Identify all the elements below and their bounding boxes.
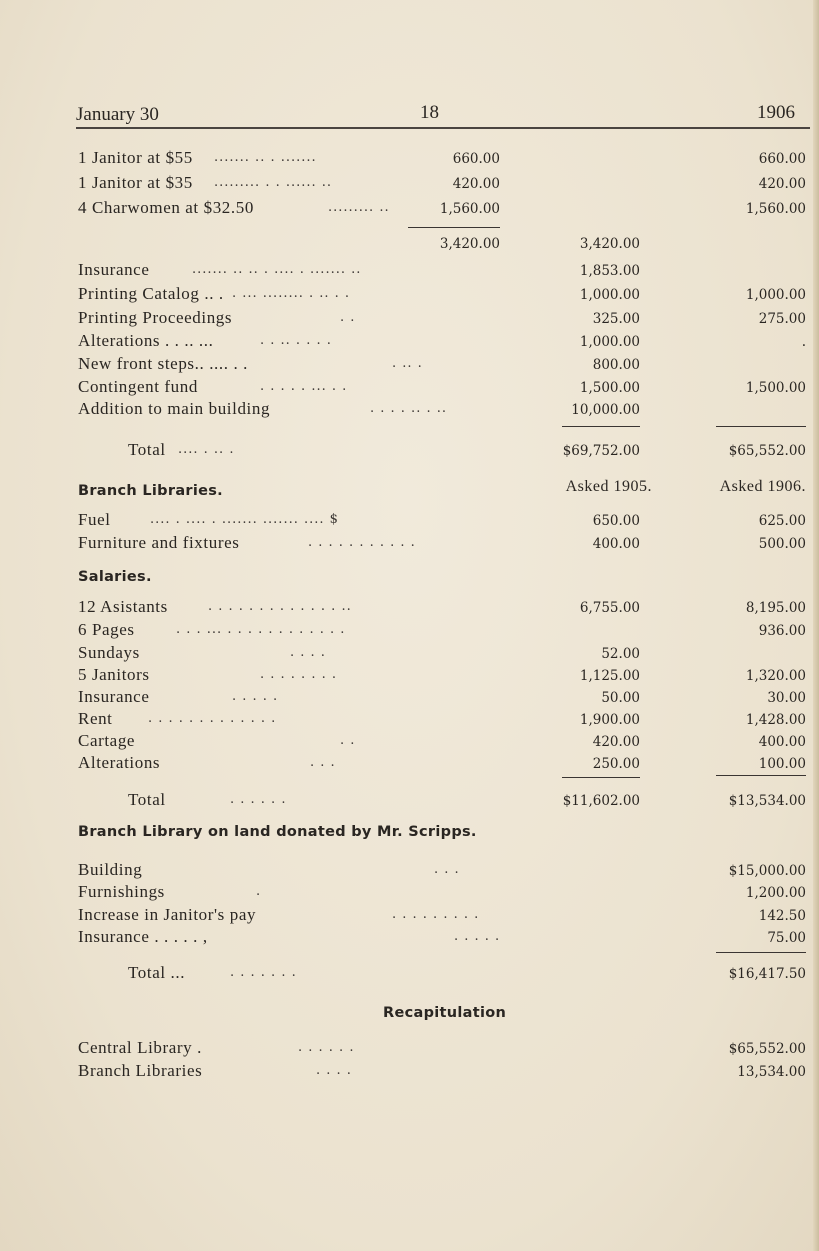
dot-leader: ......... ..	[328, 200, 390, 215]
row-label: Furnishings	[78, 882, 165, 901]
row-label: 1 Janitor at $35	[78, 173, 193, 192]
dot-leader: . . . . . . . . .	[392, 907, 480, 922]
row-label: Central Library .	[78, 1038, 202, 1057]
amount-col-3: 400.00	[758, 734, 806, 750]
scripps-heading: Branch Library on land donated by Mr. Scripps.	[78, 824, 477, 840]
dot-leader: . ... ........ . .. . .	[232, 286, 351, 301]
dot-leader: .... . .. .	[178, 442, 235, 457]
dot-leader: . . . .	[290, 645, 326, 660]
row-label: Printing Proceedings	[78, 308, 233, 327]
dot-leader: .	[256, 884, 262, 899]
row-label: Insurance	[78, 260, 150, 279]
total-rule-col-2	[562, 426, 640, 427]
amount-col-3: 420.00	[758, 176, 806, 192]
dot-leader: . .	[340, 733, 356, 748]
amount-col-2: 6,755.00	[579, 600, 640, 616]
amount-col-2: 1,853.00	[579, 263, 640, 279]
row-label: 5 Janitors	[78, 665, 150, 684]
amount-col-3: 1,000.00	[745, 287, 806, 303]
amount-col-3: 8,195.00	[745, 600, 806, 616]
amount-col-2: 650.00	[592, 513, 640, 529]
dot-leader: ......... . . ...... ..	[214, 175, 333, 190]
row-label: Branch Libraries	[78, 1061, 203, 1080]
page-number: 18	[420, 102, 439, 123]
amount-col-3: 936.00	[758, 623, 806, 639]
row-label: Total ...	[128, 963, 186, 982]
dot-leader: . . .. . . . .	[260, 333, 332, 348]
scripps-total-rule	[716, 952, 806, 953]
row-label: Insurance . . . . . ,	[78, 927, 208, 946]
row-label: Alterations . . .. ...	[78, 331, 214, 350]
amount-col-3: 75.00	[767, 930, 806, 946]
dot-leader: .... . .... . ....... ....... .... $	[150, 512, 339, 527]
row-label: Cartage	[78, 731, 136, 750]
staff-subtotal-col-1: 3,420.00	[439, 236, 500, 252]
dot-leader: . . .	[434, 862, 460, 877]
amount-col-3: 100.00	[758, 756, 806, 772]
branch-total-rule-col-3	[716, 775, 806, 776]
row-label: Printing Catalog .. .	[78, 284, 224, 303]
amount-col-3: $16,417.50	[728, 966, 806, 982]
dot-leader: . . . . . . . .	[260, 667, 337, 682]
amount-col-3: $65,552.00	[728, 443, 806, 459]
amount-col-2: 1,900.00	[579, 712, 640, 728]
amount-col-3: 1,500.00	[745, 380, 806, 396]
row-label: Sundays	[78, 643, 140, 662]
amount-col-2: 52.00	[601, 646, 640, 662]
amount-col-2: 1,125.00	[579, 668, 640, 684]
branch-total-rule-col-2	[562, 777, 640, 778]
amount-col-2: 50.00	[601, 690, 640, 706]
dot-leader: . . . . . ... . .	[260, 379, 348, 394]
header-rule	[76, 127, 810, 129]
header-date: January 30	[76, 104, 159, 125]
amount-col-2: 250.00	[592, 756, 640, 772]
dot-leader: . .. .	[392, 356, 423, 371]
dot-leader: . . . . . . . . . . . . . ..	[208, 599, 352, 614]
amount-col-3: $65,552.00	[728, 1041, 806, 1057]
total-rule-col-3	[716, 426, 806, 427]
amount-col-2: 10,000.00	[571, 402, 640, 418]
page-edge	[813, 0, 819, 1251]
row-label: 4 Charwomen at $32.50	[78, 198, 254, 217]
amount-col-2: 1,000.00	[579, 287, 640, 303]
row-label: Contingent fund	[78, 377, 198, 396]
amount-col-1: 660.00	[452, 151, 500, 167]
amount-col-2: 420.00	[592, 734, 640, 750]
amount-col-2: $69,752.00	[562, 443, 640, 459]
row-label: Fuel	[78, 510, 111, 529]
row-label: Furniture and fixtures	[78, 533, 240, 552]
amount-col-3: 500.00	[758, 536, 806, 552]
amount-col-3: 660.00	[758, 151, 806, 167]
row-label: Total	[128, 790, 166, 809]
amount-col-3: $15,000.00	[728, 863, 806, 879]
dot-leader: . . . . .	[454, 929, 501, 944]
asked-1906-heading: Asked 1906.	[719, 478, 806, 495]
amount-col-3: 625.00	[758, 513, 806, 529]
dot-leader: . . . . .. . ..	[370, 401, 447, 416]
dot-leader: . . . . . .	[298, 1040, 355, 1055]
row-label: Total	[128, 440, 166, 459]
amount-col-2: $11,602.00	[562, 793, 640, 809]
row-label: Rent	[78, 709, 113, 728]
row-label: New front steps.. .... . .	[78, 354, 248, 373]
row-label: Increase in Janitor's pay	[78, 905, 257, 924]
amount-col-3: 275.00	[758, 311, 806, 327]
amount-col-3: .	[801, 334, 806, 350]
row-label: Alterations	[78, 753, 161, 772]
dot-leader: . . . ... . . . . . . . . . . . .	[176, 622, 346, 637]
amount-col-2: 325.00	[592, 311, 640, 327]
amount-col-3: 13,534.00	[737, 1064, 806, 1080]
subtotal-rule	[408, 227, 500, 228]
dot-leader: ....... .. .. . .... . ....... ..	[192, 262, 362, 277]
amount-col-3: 30.00	[767, 690, 806, 706]
amount-col-2: 400.00	[592, 536, 640, 552]
dot-leader: ....... .. . .......	[214, 150, 317, 165]
amount-col-2: 800.00	[592, 357, 640, 373]
amount-col-3: 1,200.00	[745, 885, 806, 901]
salaries-heading: Salaries.	[78, 569, 152, 585]
amount-col-1: 1,560.00	[439, 201, 500, 217]
dot-leader: . . . . . .	[230, 792, 287, 807]
dot-leader: . .	[340, 310, 356, 325]
row-label: Insurance	[78, 687, 150, 706]
dot-leader: . . .	[310, 755, 336, 770]
row-label: 12 Asistants	[78, 597, 168, 616]
amount-col-1: 420.00	[452, 176, 500, 192]
recapitulation-heading: Recapitulation	[383, 1005, 507, 1021]
dot-leader: . . . . . . .	[230, 965, 297, 980]
row-label: Building	[78, 860, 143, 879]
row-label: Addition to main building	[78, 399, 271, 418]
amount-col-3: 1,560.00	[745, 201, 806, 217]
amount-col-3: 1,428.00	[745, 712, 806, 728]
amount-col-2: 1,500.00	[579, 380, 640, 396]
row-label: 1 Janitor at $55	[78, 148, 193, 167]
amount-col-2: 1,000.00	[579, 334, 640, 350]
dot-leader: . . . . . . . . . . . . .	[148, 711, 277, 726]
header-year: 1906	[757, 102, 795, 123]
amount-col-3: 1,320.00	[745, 668, 806, 684]
amount-col-3: 142.50	[758, 908, 806, 924]
asked-1905-heading: Asked 1905.	[565, 478, 652, 495]
amount-col-3: $13,534.00	[728, 793, 806, 809]
branch-libraries-heading: Branch Libraries.	[78, 483, 223, 499]
dot-leader: . . . . .	[232, 689, 279, 704]
row-label: 6 Pages	[78, 620, 135, 639]
staff-subtotal-col-2: 3,420.00	[579, 236, 640, 252]
dot-leader: . . . . . . . . . . .	[308, 535, 416, 550]
dot-leader: . . . .	[316, 1063, 352, 1078]
